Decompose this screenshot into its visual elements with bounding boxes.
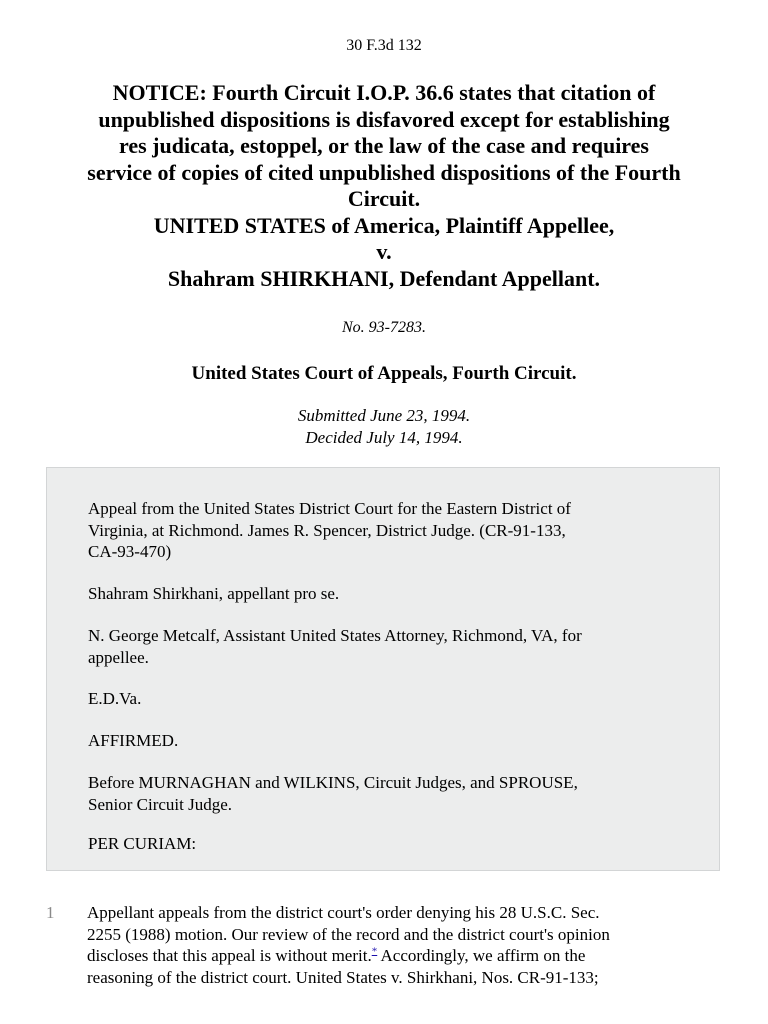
appellant-counsel: Shahram Shirkhani, appellant pro se. xyxy=(88,584,340,603)
appeal-info xyxy=(88,498,688,563)
appellee-counsel-line: appellee. xyxy=(88,647,149,667)
opinion-line: 2255 (1988) motion. Our review of the record and the district court's opinion xyxy=(87,924,610,944)
plaintiff-party: UNITED STATES of America, Plaintiff Appellee, xyxy=(153,212,615,238)
case-citation: 30 F.3d 132 xyxy=(346,37,422,54)
opinion-paragraph xyxy=(87,902,717,988)
appeal-line: CA-93-470) xyxy=(88,542,172,561)
notice-line: Circuit. xyxy=(347,186,421,211)
opinion-line xyxy=(87,945,717,967)
appeal-line: Appeal from the United States District Court for the Eastern District of xyxy=(88,499,571,518)
defendant-party: Shahram SHIRKHANI, Defendant Appellant. xyxy=(167,265,601,291)
per-curiam-label: PER CURIAM: xyxy=(88,834,197,853)
disposition-label: AFFIRMED. xyxy=(88,731,179,750)
case-info-box xyxy=(46,467,720,871)
submitted-date: Submitted June 23, 1994. xyxy=(297,406,471,425)
notice-line: res judicata, estoppel, or the law of the case and requires xyxy=(118,133,649,158)
notice-line: service of copies of cited unpublished dispositions of the Fourth xyxy=(87,159,681,185)
appellee-counsel-line: N. George Metcalf, Assistant United States Attorney, Richmond, VA, for xyxy=(88,626,582,645)
panel-line: Senior Circuit Judge. xyxy=(88,794,233,814)
opinion-line: Appellant appeals from the district court's order denying his 28 U.S.C. Sec. xyxy=(87,903,600,922)
court-name: United States Court of Appeals, Fourth Circuit. xyxy=(191,363,577,384)
appeal-line: Virginia, at Richmond. James R. Spencer, District Judge. (CR-91-133, xyxy=(88,520,566,540)
case-dates xyxy=(0,405,768,448)
panel-line: Before MURNAGHAN and WILKINS, Circuit Judges, and SPROUSE, xyxy=(88,773,578,792)
opinion-line: reasoning of the district court. United States v. Shirkhani, Nos. CR-91-133; xyxy=(87,967,599,987)
paragraph-number: 1 xyxy=(46,903,55,922)
case-title xyxy=(40,80,728,292)
docket-number: No. 93-7283. xyxy=(342,319,426,336)
decided-date: Decided July 14, 1994. xyxy=(305,427,463,447)
appellee-counsel xyxy=(88,625,688,668)
opinion-text: Accordingly, we affirm on the xyxy=(377,946,586,965)
versus-label: v. xyxy=(376,239,392,264)
notice-line: NOTICE: Fourth Circuit I.O.P. 36.6 states that citation of xyxy=(112,80,656,105)
district-label: E.D.Va. xyxy=(88,689,142,708)
notice-line: unpublished dispositions is disfavored except for establishing xyxy=(98,106,670,132)
footnote-link[interactable]: * xyxy=(371,945,378,958)
panel-info xyxy=(88,772,688,815)
opinion-text: discloses that this appeal is without merit. xyxy=(87,946,372,965)
